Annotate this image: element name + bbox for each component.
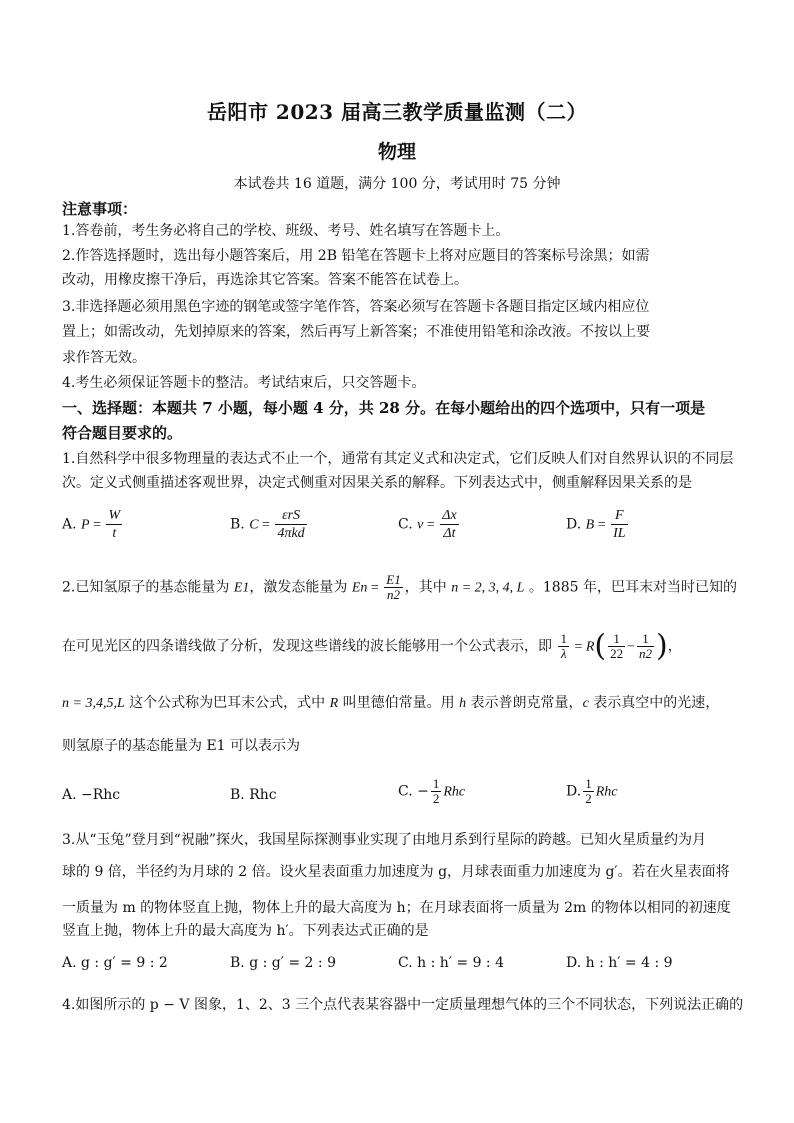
notice-item: 4.考生必须保证答题卡的整洁。考试结束后，只交答题卡。 — [62, 375, 426, 391]
q2-option-a: A. −Rhc — [62, 787, 121, 803]
question-3-text: 一质量为 m 的物体竖直上抛，物体上升的最大高度为 h；在月球表面将一质量为 2m 的物体以相同的初速度 — [62, 900, 731, 916]
exam-title: 岳阳市 2023 届高三教学质量监测（二） — [206, 100, 588, 124]
option-label: A. — [62, 516, 77, 533]
q3-option-d: D. h : h′ = 4 : 9 — [566, 955, 673, 971]
notice-item: 置上；如需改动，先划掉原来的答案，然后再写上新答案；不准使用铅笔和涂改液。不按以上要 — [62, 324, 650, 340]
q3-option-c: C. h : h′ = 9 : 4 — [398, 955, 505, 971]
q1-option-a: A. P = $\frac{W}{t}$ — [62, 508, 121, 541]
q1-option-b: B. C = $\frac{\text{εrS}}{\text{4πkd}}$ — [230, 508, 305, 541]
fraction: $\frac{1}{2}$ — [585, 776, 592, 806]
notice-item: 1.答卷前，考生务必将自己的学校、班级、考号、姓名填写在答题卡上。 — [62, 223, 510, 239]
question-3-text: 3.从“玉兔”登月到“祝融”探火，我国星际探测事业实现了由地月系到行星际的跨越。已知火星质量约为月 — [62, 832, 706, 848]
fraction: $\frac{F}{IL}$ — [613, 508, 626, 541]
question-1-text: 次。定义式侧重描述客观世界，决定式侧重对因果关系的解释。下列表达式中，侧重解释因果关系的是 — [62, 475, 692, 491]
section-heading-cont: 符合题目要求的。 — [62, 424, 183, 442]
fraction: $\frac{\Delta x}{\Delta t}$ — [442, 508, 457, 541]
q1-option-c: C. v = $\frac{\Delta x}{\Delta t}$ — [398, 508, 457, 541]
option-label: C. — [398, 516, 413, 533]
notice-heading: 注意事项： — [62, 200, 138, 218]
math-symbol: n = 2, 3, 4, L — [451, 580, 525, 596]
fraction: $\frac{1}{\lambda}$ — [560, 631, 567, 661]
q2-option-b: B. Rhc — [230, 787, 277, 803]
math-symbol: E1 — [233, 580, 250, 596]
fraction: $\frac{1}{22}$ — [610, 631, 624, 661]
math-symbol: P — [81, 517, 90, 533]
subject-title: 物理 — [377, 141, 416, 163]
question-3-text: 竖直上抛，物体上升的最大高度为 h′。下列表达式正确的是 — [62, 923, 429, 939]
notice-item: 求作答无效。 — [62, 350, 146, 366]
fraction: $\frac{1}{2}$ — [432, 776, 440, 806]
math-symbol: n = 3,4,5,L — [62, 696, 125, 711]
q3-option-a: A. g : g′ = 9 : 2 — [62, 955, 168, 971]
exam-info: 本试卷共 16 道题，满分 100 分，考试用时 75 分钟 — [233, 176, 561, 192]
q2-option-c: C. − $\frac{1}{2}$ Rhc — [398, 776, 466, 806]
notice-item: 3.非选择题必须用黑色字迹的钢笔或签字笔作答，答案必须写在答题卡各题目指定区域内相应位 — [62, 299, 650, 315]
question-3-text: 球的 9 倍，半径约为月球的 2 倍。设火星表面重力加速度为 g，月球表面重力加速度为 g′。若在火星表面将 — [62, 864, 730, 880]
notice-item: 改动，用橡皮擦干净后，再选涂其它答案。答案不能答在试卷上。 — [62, 272, 468, 288]
math-symbol: C — [249, 517, 259, 533]
fraction: $\frac{E1}{n2}$ — [386, 572, 401, 602]
math-symbol: v — [417, 517, 424, 533]
question-4-text: 4.如图所示的 p − V 图象，1、2、3 三个点代表某容器中一定质量理想气体的三个不同状态，下列说法正确的 — [62, 997, 744, 1013]
q1-option-d: D. B = $\frac{F}{IL}$ — [566, 508, 626, 541]
question-2-text: 则氢原子的基态能量为 E1 可以表示为 — [62, 738, 301, 754]
question-2-text: 2.已知氢原子的基态能量为 E1，激发态能量为 En = $\frac{E1}{n2}$ ，其中 n = 2, 3, 4, L 。1885 年，巴耳末对当时已知的 — [62, 572, 737, 602]
option-label: B. — [230, 516, 245, 533]
math-symbol: En — [351, 580, 368, 596]
math-symbol: B — [585, 517, 595, 533]
fraction: $\frac{1}{n2}$ — [639, 631, 653, 661]
notice-item: 2.作答选择题时，选出每小题答案后，用 2B 铅笔在答题卡上将对应题目的答案标号涂黑；如需 — [62, 248, 650, 264]
fraction: $\frac{W}{t}$ — [108, 508, 121, 541]
question-2-text: 在可见光区的四条谱线做了分析，发现这些谱线的波长能够用一个公式表示，即 $\frac{1}{\lambda}$ = R( $\frac{1}{22}$ − $\frac{1}{n2}$ )， — [62, 628, 682, 664]
fraction: $\frac{\text{εrS}}{\text{4πkd}}$ — [277, 508, 305, 541]
math-symbol: R — [585, 639, 595, 655]
q2-option-d: D. $\frac{1}{2}$ Rhc — [566, 776, 618, 806]
q3-option-b: B. g : g′ = 2 : 9 — [230, 955, 336, 971]
question-2-text: n = 3,4,5,L 这个公式称为巴耳末公式，式中 R 叫里德伯常量。用 h 表示普朗克常量，c 表示真空中的光速， — [62, 695, 720, 711]
question-1-text: 1.自然科学中很多物理量的表达式不止一个，通常有其定义式和决定式，它们反映人们对自然界认识的不同层 — [62, 451, 734, 467]
option-label: D. — [566, 516, 582, 533]
section-heading: 一、选择题：本题共 7 小题，每小题 4 分，共 28 分。在每小题给出的四个选项中，只有一项是 — [62, 399, 706, 417]
